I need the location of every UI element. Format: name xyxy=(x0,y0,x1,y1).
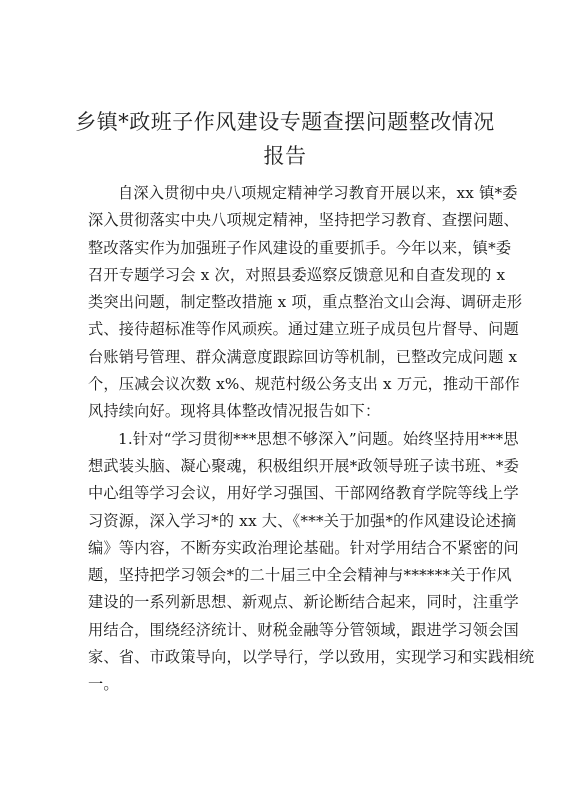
body-line: 编》等内容，不断夯实政治理论基础。针对学用结合不紧密的问 xyxy=(88,538,519,557)
body-line: 整改落实作为加强班子作风建设的重要抓手。今年以来，镇*委 xyxy=(88,238,512,257)
body-line: 深入贯彻落实中央八项规定精神，坚持把学习教育、查摆问题、 xyxy=(88,211,519,230)
body-line: 习资源，深入学习*的 xx 大、《***关于加强*的作风建设论述摘 xyxy=(88,511,517,530)
body-line: 1.针对“学习贯彻***思想不够深入”问题。始终坚持用***思 xyxy=(118,429,519,448)
body-line: 个，压减会议次数 x%、规范村级公务支出 x 万元，推动干部作 xyxy=(88,375,520,394)
body-line: 召开专题学习会 x 次，对照县委巡察反馈意见和自查发现的 x xyxy=(88,265,506,284)
document-body xyxy=(88,180,535,699)
body-line: 建设的一系列新思想、新观点、新论断结合起来，同时，注重学 xyxy=(88,593,519,612)
body-line: 想武装头脑、凝心聚魂，积极组织开展*政领导班子读书班、*委 xyxy=(88,456,520,475)
body-line: 自深入贯彻中央八项规定精神学习教育开展以来，xx 镇*委 xyxy=(118,184,518,202)
document-title-line-1: 乡镇*政班子作风建设专题查摆问题整改情况 xyxy=(75,110,495,134)
body-line: 风持续向好。现将具体整改情况报告如下： xyxy=(88,402,381,421)
document-title-line-2: 报告 xyxy=(263,144,307,168)
body-line: 类突出问题，制定整改措施 x 项，重点整治文山会海、调研走形 xyxy=(88,293,523,312)
body-line: 台账销号管理、群众满意度跟踪回访等机制，已整改完成问题 x xyxy=(88,347,518,366)
body-line: 一。 xyxy=(88,675,119,694)
body-line: 用结合，围绕经济统计、财税金融等分管领域，跟进学习领会国 xyxy=(88,620,519,639)
body-line: 题，坚持把学习领会*的二十届三中全会精神与******关于作风 xyxy=(88,566,512,585)
body-line: 中心组等学习会议，用好学习强国、干部网络教育学院等线上学 xyxy=(88,484,519,503)
body-line: 家、省、市政策导向，以学导行，学以致用，实现学习和实践相统 xyxy=(88,648,535,667)
body-line: 式、接待超标准等作风顽疾。通过建立班子成员包片督导、问题 xyxy=(88,320,519,339)
